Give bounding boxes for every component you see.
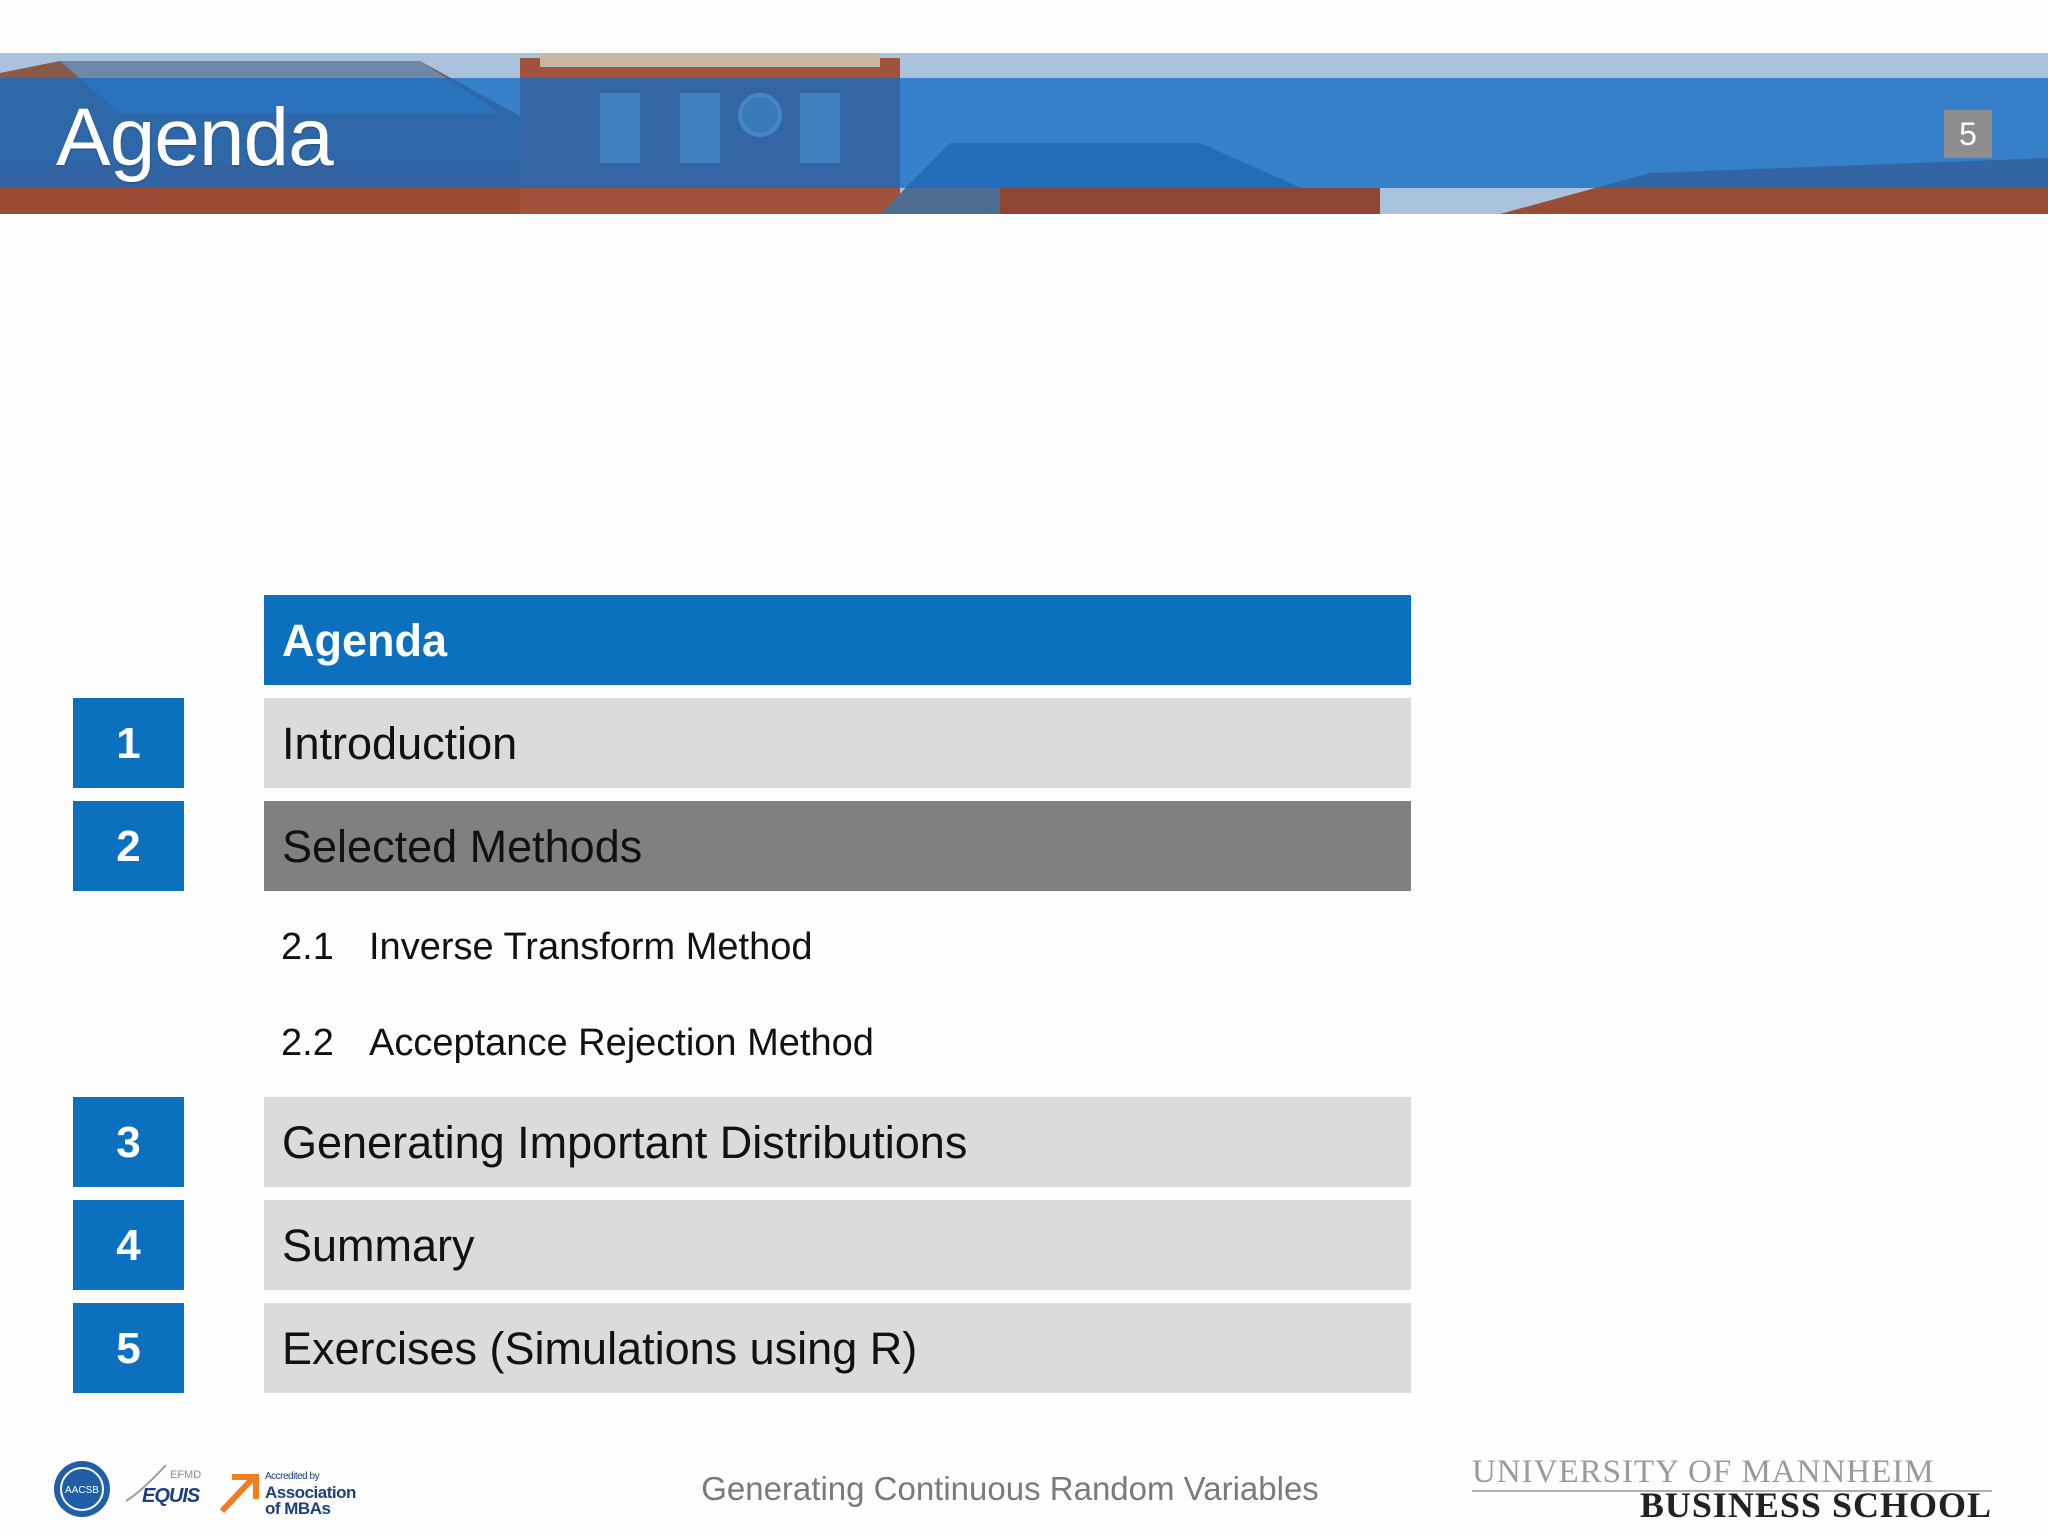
university-name: UNIVERSITY OF MANNHEIM	[1472, 1454, 1935, 1490]
subitem-number: 2.2	[281, 1022, 334, 1064]
agenda-item-label: Summary	[282, 1220, 475, 1271]
agenda-item-label: Selected Methods	[282, 821, 643, 872]
slide-title: Agenda	[56, 92, 333, 183]
amba-arrow-icon	[218, 1469, 264, 1515]
agenda-number-1: 1	[73, 698, 184, 788]
agenda-item-label: Exercises (Simulations using R)	[282, 1323, 918, 1374]
agenda-item-label: Generating Important Distributions	[282, 1117, 968, 1168]
agenda-number-3: 3	[73, 1097, 184, 1187]
agenda-item-exercises[interactable]	[264, 1303, 1411, 1393]
footer-course-title: Generating Continuous Random Variables	[701, 1470, 1319, 1507]
agenda-header-label: Agenda	[282, 615, 448, 666]
agenda-table-header	[264, 595, 1411, 685]
page-number: 5	[1944, 110, 1992, 158]
university-logo	[1472, 1454, 1992, 1525]
agenda-item-introduction[interactable]	[264, 698, 1411, 788]
agenda-item-summary[interactable]	[264, 1200, 1411, 1290]
equis-text: EQUIS	[142, 1485, 200, 1507]
aacsb-logo-icon	[52, 1459, 112, 1519]
efmd-text: EFMD	[170, 1469, 202, 1481]
agenda-subitem-acceptance-rejection[interactable]	[281, 1013, 874, 1073]
svg-text:AACSB: AACSB	[65, 1485, 99, 1496]
agenda-number-5: 5	[73, 1303, 184, 1393]
subitem-label: Acceptance Rejection Method	[369, 1022, 874, 1064]
agenda-item-label: Introduction	[282, 718, 518, 769]
agenda-item-generating-distributions[interactable]	[264, 1097, 1411, 1187]
agenda-number-2: 2	[73, 801, 184, 891]
agenda-subitem-inverse-transform[interactable]	[281, 917, 813, 977]
subitem-number: 2.1	[281, 926, 334, 968]
amba-text: Accredited by Association of MBAs	[265, 1471, 356, 1518]
agenda-item-selected-methods[interactable]	[264, 801, 1411, 891]
subitem-label: Inverse Transform Method	[369, 926, 813, 968]
agenda-number-4: 4	[73, 1200, 184, 1290]
business-school-name: BUSINESS SCHOOL	[1639, 1485, 1992, 1525]
